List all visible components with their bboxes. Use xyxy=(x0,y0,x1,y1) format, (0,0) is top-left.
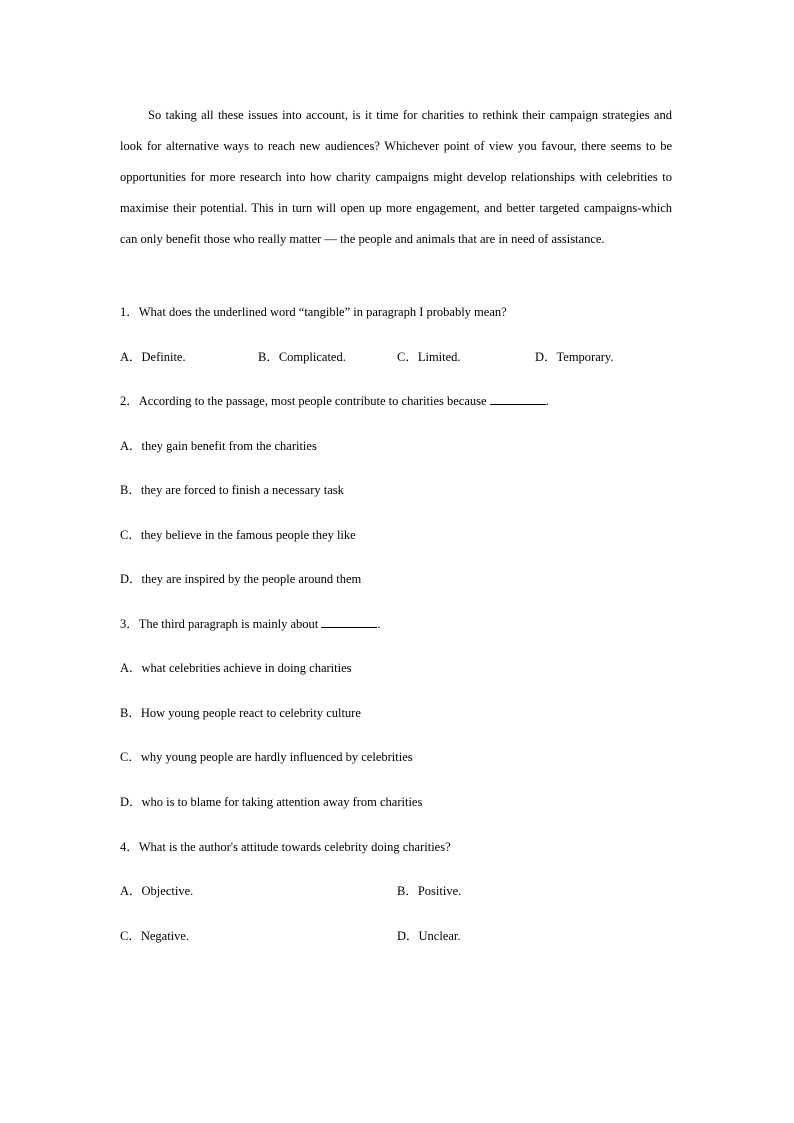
question-4-option-b: B．Positive. xyxy=(397,884,462,898)
question-1-option-d: D．Temporary. xyxy=(535,350,614,364)
question-1-option-a: A．Definite. xyxy=(120,350,186,364)
question-3-stem-line xyxy=(120,614,380,634)
question-2-option-d: D．they are inspired by the people around them xyxy=(120,572,362,586)
question-2-stem: 2．According to the passage, most people contribute to charities because xyxy=(120,394,487,408)
question-2-stem-line xyxy=(120,391,549,411)
question-3-option-b: B．How young people react to celebrity culture xyxy=(120,706,361,720)
question-4-option-a: A．Objective. xyxy=(120,884,194,898)
question-3-stem-end: . xyxy=(377,617,381,631)
question-3-option-c: C．why young people are hardly influenced by celebrities xyxy=(120,750,413,764)
question-2-option-b: B．they are forced to finish a necessary task xyxy=(120,483,344,497)
question-1-stem: 1．What does the underlined word “tangible” in paragraph I probably mean? xyxy=(120,305,507,319)
question-3-option-a: A．what celebrities achieve in doing charities xyxy=(120,661,352,675)
question-2-stem-end: . xyxy=(545,394,549,408)
question-1-option-c: C．Limited. xyxy=(397,350,461,364)
question-4-option-d: D．Unclear. xyxy=(397,929,461,943)
answer-blank xyxy=(321,615,377,628)
question-4-option-c: C．Negative. xyxy=(120,929,190,943)
question-3-option-d: D．who is to blame for taking attention away from charities xyxy=(120,795,423,809)
question-4-stem: 4．What is the author's attitude towards celebrity doing charities? xyxy=(120,840,451,854)
question-2-option-a: A．they gain benefit from the charities xyxy=(120,439,317,453)
passage-paragraph: So taking all these issues into account, is it time for charities to rethink their campaign strategies and look for alternative ways to reach new audiences? Whichever point of view you favour, there seems to be opportunities for more research into how charity campaigns might develop relationships with celebrities to maximise their potential. This in turn will open up more engagement, and better targeted campaigns-which can only benefit those who really matter — the people and animals that are in need of assistance. xyxy=(120,108,672,246)
answer-blank xyxy=(490,392,546,405)
question-2-option-c: C．they believe in the famous people they like xyxy=(120,528,356,542)
question-3-stem: 3．The third paragraph is mainly about xyxy=(120,617,319,631)
question-1-option-b: B．Complicated. xyxy=(258,350,346,364)
